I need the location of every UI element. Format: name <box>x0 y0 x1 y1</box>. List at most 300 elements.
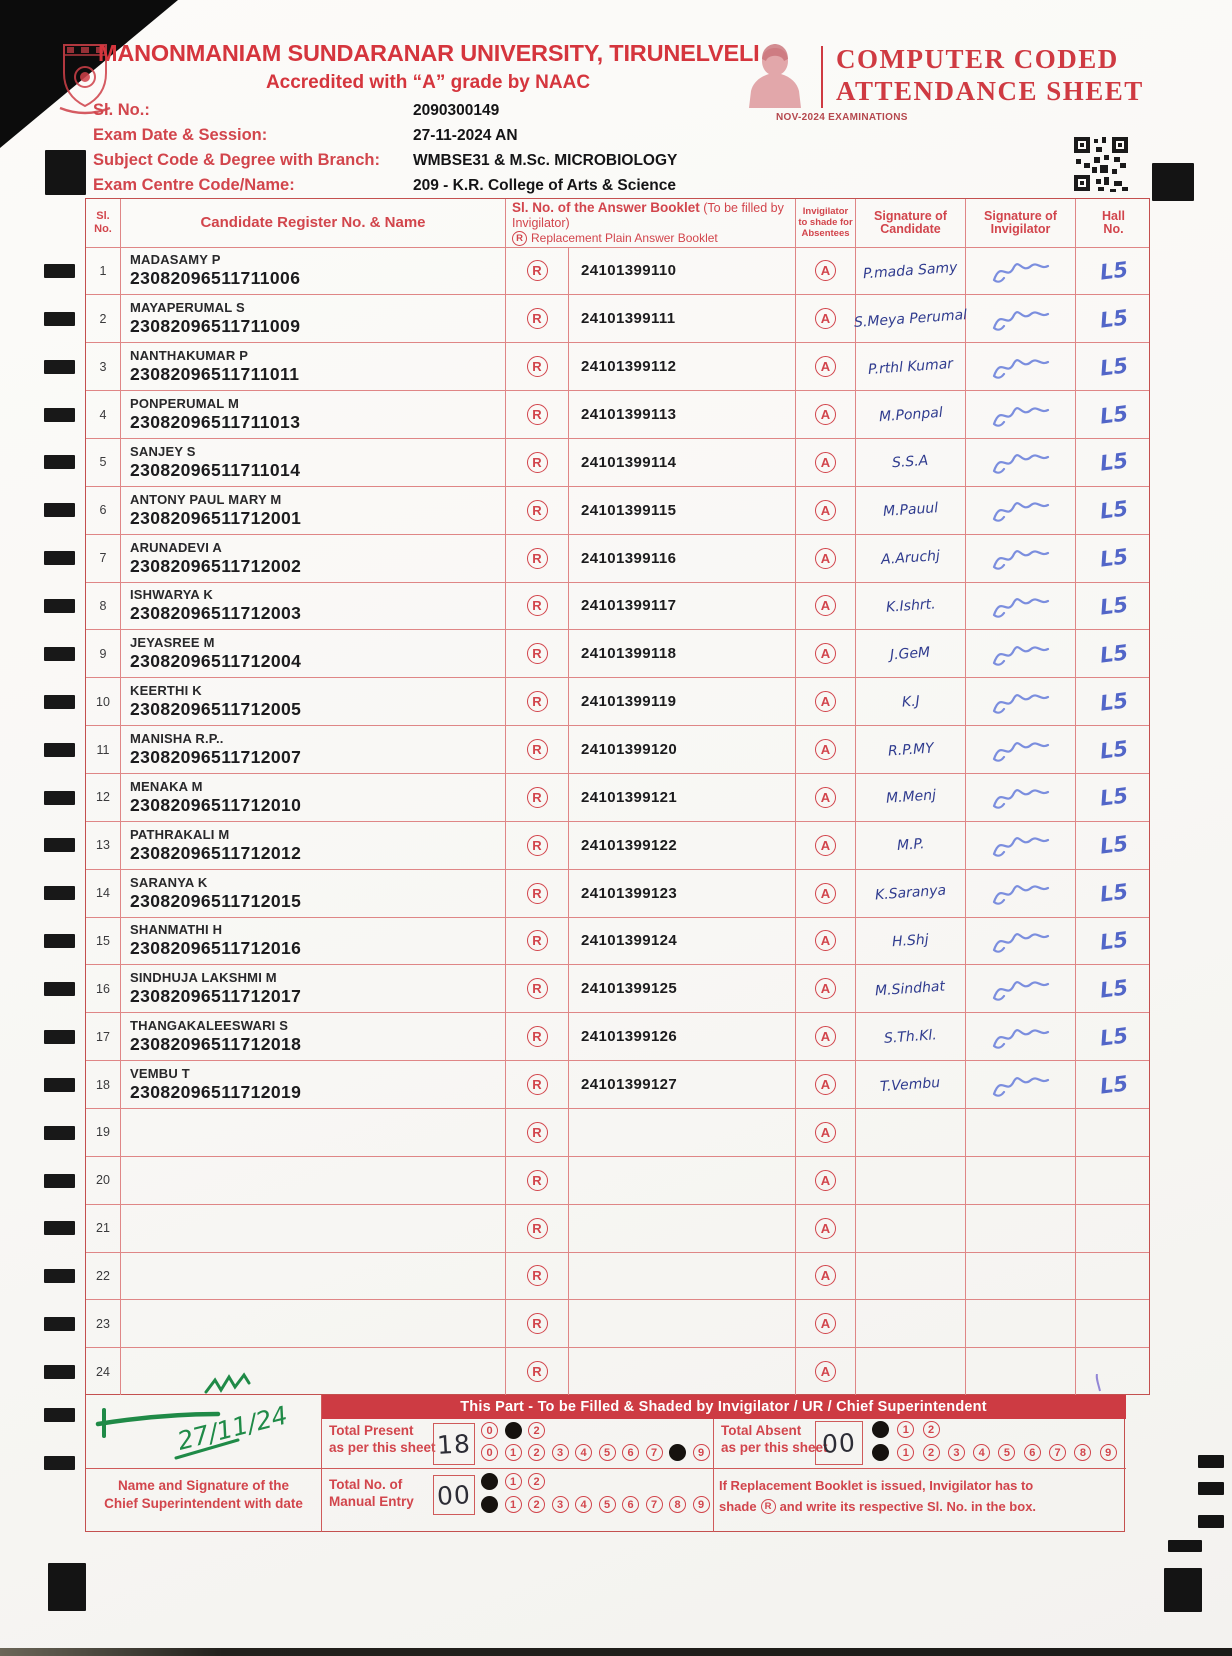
omr-timing-mark <box>44 1174 75 1188</box>
hall-number: L5 <box>1098 544 1129 572</box>
absent-bubble-cell <box>796 1013 856 1060</box>
booklet-number: 24101399126 <box>581 1028 678 1046</box>
absent-bubble-cell <box>796 391 856 438</box>
omr-block-mark <box>48 1563 86 1611</box>
candidate-signature-cell <box>856 439 966 486</box>
booklet-number-cell <box>569 487 796 534</box>
invigilator-signature-cell <box>966 1348 1076 1395</box>
candidate-signature-cell <box>856 918 966 965</box>
invigilator-signature <box>990 305 1052 333</box>
omr-edge-mark <box>1198 1455 1224 1468</box>
booklet-number-cell <box>569 1061 796 1108</box>
candidate-name: JEYASREE M <box>130 635 215 651</box>
invigilator-signature-cell <box>966 1253 1076 1300</box>
candidate-signature: R.P.MY <box>887 739 934 760</box>
hall-number-cell <box>1076 774 1151 821</box>
candidate-signature-cell <box>856 1061 966 1108</box>
candidate-signature-cell <box>856 1109 966 1156</box>
booklet-number-cell <box>569 1109 796 1156</box>
candidate-name: VEMBU T <box>130 1066 190 1082</box>
candidate-register-number: 23082096511712019 <box>130 1082 302 1103</box>
booklet-number: 24101399121 <box>581 788 678 806</box>
table-row <box>86 1299 1149 1347</box>
candidate-cell <box>121 822 506 869</box>
invigilator-signature <box>990 257 1052 285</box>
replacement-bubble: R <box>527 1265 548 1286</box>
absent-bubble-cell <box>796 630 856 677</box>
booklet-number: 24101399124 <box>581 932 678 950</box>
row-serial: 7 <box>86 535 121 582</box>
row-serial: 21 <box>86 1205 121 1252</box>
replacement-bubble-cell <box>506 391 569 438</box>
hall-number-cell <box>1076 1061 1151 1108</box>
scan-edge-bar <box>0 1648 1232 1656</box>
invigilator-signature <box>990 975 1052 1003</box>
booklet-number-cell <box>569 1013 796 1060</box>
row-serial: 3 <box>86 343 121 390</box>
booklet-number-cell <box>569 1205 796 1252</box>
absent-bubble-cell <box>796 822 856 869</box>
row-serial: 12 <box>86 774 121 821</box>
absent-bubble: A <box>815 260 836 281</box>
row-serial: 23 <box>86 1300 121 1347</box>
booklet-number-cell <box>569 583 796 630</box>
row-serial: 19 <box>86 1109 121 1156</box>
hall-number: L5 <box>1098 1070 1129 1099</box>
omr-timing-mark <box>44 599 75 613</box>
replacement-bubble: R <box>527 691 548 712</box>
manual-entry-tens-bubbles: 1 2 <box>481 1473 552 1490</box>
hall-number: L5 <box>1098 400 1129 429</box>
invigilator-signature-cell <box>966 630 1076 677</box>
col-header-booklet: Sl. No. of the Answer Booklet (To be filled by Invigilator) R Replacement Plain Answer Booklet <box>506 199 796 247</box>
row-serial: 22 <box>86 1253 121 1300</box>
replacement-bubble: R <box>527 739 548 760</box>
omr-timing-mark <box>44 1365 75 1379</box>
candidate-name: NANTHAKUMAR P <box>130 348 249 364</box>
replacement-bubble-cell <box>506 535 569 582</box>
booklet-number-cell <box>569 343 796 390</box>
accreditation-line: Accredited with “A” grade by NAAC <box>265 72 591 93</box>
candidate-signature-cell <box>856 1348 966 1395</box>
absent-bubble: A <box>815 835 836 856</box>
candidate-signature-cell <box>856 487 966 534</box>
invigilator-signature <box>990 401 1052 429</box>
candidate-register-number: 23082096511712017 <box>130 986 302 1007</box>
booklet-number-cell <box>569 918 796 965</box>
hall-number-cell <box>1076 295 1151 342</box>
invigilator-signature-cell <box>966 918 1076 965</box>
hall-number: L5 <box>1098 975 1129 1003</box>
candidate-signature: P.rthl Kumar <box>867 355 954 378</box>
row-serial: 2 <box>86 295 121 342</box>
row-serial: 13 <box>86 822 121 869</box>
hall-number-cell <box>1076 1013 1151 1060</box>
replacement-bubble-cell <box>506 965 569 1012</box>
invigilator-signature <box>990 353 1052 381</box>
candidate-signature-cell <box>853 295 968 342</box>
absent-bubble-cell <box>796 1157 856 1204</box>
row-serial: 11 <box>86 726 121 773</box>
candidate-name: ISHWARYA K <box>130 587 213 603</box>
subject-value: WMBSE31 & M.Sc. MICROBIOLOGY <box>413 152 678 169</box>
omr-timing-mark <box>44 982 75 996</box>
invigilator-signature-cell <box>966 965 1076 1012</box>
replacement-bubble: R <box>527 404 548 425</box>
replacement-bubble: R <box>527 356 548 377</box>
invigilator-signature <box>990 544 1052 572</box>
hall-number-cell <box>1076 439 1151 486</box>
replacement-bubble-cell <box>506 1205 569 1252</box>
candidate-signature-cell <box>856 822 966 869</box>
replacement-bubble-cell <box>506 678 569 725</box>
hall-number-cell <box>1076 965 1151 1012</box>
omr-timing-mark <box>44 791 75 805</box>
table-body <box>86 247 1149 1396</box>
candidate-register-number: 23082096511712002 <box>130 555 302 576</box>
booklet-number: 24101399120 <box>581 741 678 759</box>
hall-number-cell <box>1076 870 1151 917</box>
absent-bubble: A <box>815 883 836 904</box>
replacement-bubble-cell <box>506 918 569 965</box>
candidate-signature: K.Saranya <box>874 882 947 904</box>
absent-bubble-cell <box>796 774 856 821</box>
candidate-name: MENAKA M <box>130 778 203 794</box>
candidate-signature: J.GeM <box>889 644 932 664</box>
replacement-bubble-cell <box>506 1300 569 1347</box>
candidate-register-number: 23082096511712004 <box>130 651 302 672</box>
omr-timing-mark <box>44 1408 75 1422</box>
table-row <box>86 1252 1149 1300</box>
candidate-signature-cell <box>856 343 966 390</box>
booklet-number: 24101399116 <box>581 549 677 567</box>
hall-number: L5 <box>1098 783 1129 811</box>
booklet-number: 24101399122 <box>581 836 678 854</box>
candidate-cell <box>121 439 506 486</box>
omr-timing-mark <box>44 838 75 852</box>
candidate-register-number: 23082096511711011 <box>130 364 300 385</box>
table-row <box>86 247 1149 295</box>
booklet-number: 24101399123 <box>581 884 678 902</box>
hall-number-cell <box>1076 1157 1151 1204</box>
booklet-number: 24101399118 <box>581 645 677 663</box>
invigilator-signature-cell <box>966 248 1076 295</box>
candidate-cell <box>121 774 506 821</box>
candidate-signature: A.Aruchj <box>880 548 941 569</box>
replacement-bubble: R <box>527 835 548 856</box>
sheet-type-line1: COMPUTER CODED <box>836 44 1119 74</box>
absent-bubble-cell <box>796 1061 856 1108</box>
booklet-number: 24101399113 <box>581 406 677 423</box>
booklet-number-cell <box>569 1300 796 1347</box>
hall-number-cell <box>1076 822 1151 869</box>
table-row <box>86 1204 1149 1252</box>
replacement-bubble-cell <box>506 1253 569 1300</box>
absent-bubble-cell <box>796 1205 856 1252</box>
booklet-number: 24101399114 <box>581 453 677 471</box>
chief-superintendent-signature <box>88 1362 320 1464</box>
candidate-cell <box>121 295 506 342</box>
absent-bubble: A <box>815 1265 836 1286</box>
hall-number: L5 <box>1098 1023 1129 1051</box>
replacement-bubble-cell <box>506 295 569 342</box>
hall-number-cell <box>1076 1109 1151 1156</box>
candidate-cell <box>121 965 506 1012</box>
booklet-number-cell <box>569 391 796 438</box>
absent-bubble: A <box>815 643 836 664</box>
invigilator-signature-cell <box>966 822 1076 869</box>
omr-timing-mark <box>44 264 75 278</box>
absent-bubble-cell <box>796 583 856 630</box>
absent-bubble-cell <box>796 487 856 534</box>
candidate-signature-cell <box>856 678 966 725</box>
replacement-bubble-cell <box>506 343 569 390</box>
summary-banner: This Part - To be Filled & Shaded by Invigilator / UR / Chief Superintendent <box>321 1395 1126 1419</box>
absent-bubble: A <box>815 1074 836 1095</box>
replacement-bubble: R <box>527 500 548 521</box>
candidate-signature-cell <box>856 870 966 917</box>
booklet-number-cell <box>569 248 796 295</box>
replacement-bubble-cell <box>506 1348 569 1395</box>
omr-timing-mark <box>44 455 75 469</box>
row-serial: 24 <box>86 1348 121 1395</box>
hall-number: L5 <box>1098 353 1129 381</box>
divider <box>86 1468 1126 1469</box>
hall-number: L5 <box>1098 927 1129 955</box>
omr-edge-mark <box>1198 1515 1224 1528</box>
candidate-register-number: 23082096511712005 <box>130 699 302 720</box>
omr-timing-mark <box>44 360 75 374</box>
candidate-register-number: 23082096511712003 <box>130 603 302 624</box>
invigilator-signature-cell <box>966 295 1076 342</box>
candidate-name: PATHRAKALI M <box>130 826 230 842</box>
candidate-cell <box>121 726 506 773</box>
absent-bubble-cell <box>796 248 856 295</box>
candidate-signature: S.S.A <box>891 453 930 472</box>
row-serial: 20 <box>86 1157 121 1204</box>
booklet-number: 24101399115 <box>581 501 677 519</box>
divider <box>321 1395 322 1532</box>
booklet-number-cell <box>569 870 796 917</box>
absent-bubble: A <box>815 739 836 760</box>
booklet-number-cell <box>569 1253 796 1300</box>
hall-number-cell <box>1076 1205 1151 1252</box>
invigilator-signature-cell <box>966 774 1076 821</box>
col-header-candidate-signature: Signature of Candidate <box>856 199 966 247</box>
booklet-number-cell <box>569 295 796 342</box>
table-row <box>86 629 1149 677</box>
total-present-box <box>433 1423 475 1465</box>
candidate-signature: M.Pauul <box>882 500 939 521</box>
hall-number-cell <box>1076 1348 1151 1395</box>
total-present-label: Total Present as per this sheet <box>329 1423 436 1455</box>
total-present-units-bubbles: 0 1 2 3 4 5 6 7 9 <box>481 1444 716 1461</box>
row-serial: 18 <box>86 1061 121 1108</box>
total-present-tens-bubbles: 0 2 <box>481 1422 552 1439</box>
absent-bubble-cell <box>796 678 856 725</box>
replacement-bubble: R <box>527 787 548 808</box>
candidate-name: SARANYA K <box>130 874 208 890</box>
replacement-bubble: R <box>527 930 548 951</box>
absent-bubble-cell <box>796 439 856 486</box>
candidate-signature-cell <box>856 1013 966 1060</box>
candidate-cell <box>121 343 506 390</box>
absent-bubble-cell <box>796 295 856 342</box>
candidate-cell <box>121 391 506 438</box>
booklet-number: 24101399112 <box>581 358 677 376</box>
row-serial: 8 <box>86 583 121 630</box>
absent-bubble-cell <box>796 343 856 390</box>
omr-block-mark <box>45 150 86 195</box>
invigilator-signature <box>990 496 1052 524</box>
absent-bubble-cell <box>796 870 856 917</box>
table-row <box>86 773 1149 821</box>
invigilator-signature-cell <box>966 1013 1076 1060</box>
booklet-number-cell <box>569 965 796 1012</box>
candidate-name: PONPERUMAL M <box>130 396 240 411</box>
omr-edge-mark <box>1198 1482 1224 1495</box>
booklet-number: 24101399125 <box>581 980 678 998</box>
row-serial: 4 <box>86 391 121 438</box>
table-row <box>86 1108 1149 1156</box>
invigilator-signature <box>990 783 1052 811</box>
omr-timing-mark <box>44 886 75 900</box>
absent-bubble: A <box>815 1170 836 1191</box>
invigilator-signature <box>990 1023 1052 1051</box>
table-row <box>86 1060 1149 1108</box>
qr-code <box>1074 137 1128 193</box>
invigilator-signature <box>990 831 1052 859</box>
candidate-cell <box>121 1109 506 1156</box>
table-row <box>86 821 1149 869</box>
candidate-name: THANGAKALEESWARI S <box>130 1018 289 1034</box>
absent-bubble-cell <box>796 726 856 773</box>
table-row <box>86 438 1149 486</box>
candidate-name: MADASAMY P <box>130 252 221 268</box>
hall-number-cell <box>1076 678 1151 725</box>
table-row <box>86 294 1149 342</box>
omr-timing-mark <box>44 503 75 517</box>
invigilator-signature <box>990 688 1052 716</box>
col-header-slno: Sl. No. <box>86 199 121 247</box>
replacement-bubble: R <box>527 548 548 569</box>
absent-bubble: A <box>815 1218 836 1239</box>
replacement-bubble-cell <box>506 1013 569 1060</box>
manual-entry-units-bubbles: 1 2 3 4 5 6 7 8 9 <box>481 1496 716 1513</box>
candidate-name: ARUNADEVI A <box>130 539 223 555</box>
omr-timing-mark <box>44 408 75 422</box>
row-serial: 6 <box>86 487 121 534</box>
hall-number: L5 <box>1098 592 1129 620</box>
absent-bubble-cell <box>796 918 856 965</box>
booklet-number: 24101399110 <box>581 262 677 280</box>
subject-label: Subject Code & Degree with Branch: <box>93 151 380 169</box>
omr-timing-mark <box>44 1030 75 1044</box>
candidate-signature: S.Meya Perumal <box>853 306 968 331</box>
candidate-cell <box>121 1253 506 1300</box>
candidate-register-number: 23082096511712007 <box>130 747 302 768</box>
table-row <box>86 486 1149 534</box>
absent-bubble-cell <box>796 1109 856 1156</box>
hall-number-cell <box>1076 248 1151 295</box>
university-name: MANONMANIAM SUNDARANAR UNIVERSITY, TIRUNELVELI <box>98 40 760 66</box>
invigilator-signature-cell <box>966 678 1076 725</box>
absent-bubble: A <box>815 452 836 473</box>
invigilator-signature-cell <box>966 487 1076 534</box>
absent-bubble: A <box>815 787 836 808</box>
manual-entry-label: Total No. of Manual Entry <box>329 1477 414 1509</box>
booklet-number-cell <box>569 774 796 821</box>
omr-block-mark <box>1152 163 1194 201</box>
invigilator-signature-cell <box>966 439 1076 486</box>
hall-number-cell <box>1076 1253 1151 1300</box>
replacement-bubble-cell <box>506 774 569 821</box>
col-header-invigilator-signature: Signature of Invigilator <box>966 199 1076 247</box>
col-header-candidate: Candidate Register No. & Name <box>121 199 506 247</box>
booklet-number-cell <box>569 439 796 486</box>
replacement-bubble: R <box>527 260 548 281</box>
candidate-register-number: 23082096511712010 <box>130 794 302 815</box>
invigilator-signature <box>990 927 1052 955</box>
total-absent-tens-bubbles: 1 2 <box>872 1421 948 1438</box>
total-absent-box <box>815 1421 863 1465</box>
candidate-signature-cell <box>856 1253 966 1300</box>
absent-bubble-cell <box>796 1253 856 1300</box>
table-header-row <box>86 199 1149 247</box>
total-absent-value: 00 <box>821 1427 857 1459</box>
header-divider <box>821 46 823 108</box>
hall-number-cell <box>1076 630 1151 677</box>
candidate-signature-cell <box>856 1205 966 1252</box>
replacement-bubble-cell <box>506 822 569 869</box>
candidate-register-number: 23082096511712015 <box>130 890 302 911</box>
candidate-name: MAYAPERUMAL S <box>130 300 245 316</box>
total-absent-units-bubbles: 1 2 3 4 5 6 7 8 9 <box>872 1444 1125 1461</box>
omr-edge-mark <box>1168 1540 1202 1552</box>
row-serial: 1 <box>86 248 121 295</box>
replacement-bubble: R <box>527 1074 548 1095</box>
omr-timing-mark <box>44 1221 75 1235</box>
candidate-signature-cell <box>856 774 966 821</box>
candidate-signature-cell <box>856 1157 966 1204</box>
pen-mark-artifact <box>1093 1374 1103 1392</box>
manual-entry-box <box>433 1475 475 1515</box>
replacement-bubble: R <box>527 452 548 473</box>
candidate-signature: M.P. <box>896 836 925 855</box>
table-row <box>86 342 1149 390</box>
candidate-signature-cell <box>856 1300 966 1347</box>
table-row <box>86 1012 1149 1060</box>
examdate-label: Exam Date & Session: <box>93 126 268 144</box>
absent-bubble: A <box>815 1122 836 1143</box>
table-row <box>86 869 1149 917</box>
replacement-bubble: R <box>527 643 548 664</box>
replacement-bubble: R <box>527 308 548 329</box>
candidate-register-number: 23082096511711006 <box>130 268 301 289</box>
omr-timing-mark <box>44 1456 75 1470</box>
replacement-legend-icon: R <box>761 1499 776 1514</box>
candidate-signature: H.Shj <box>891 931 930 951</box>
booklet-number-cell <box>569 822 796 869</box>
centre-label: Exam Centre Code/Name: <box>93 176 295 194</box>
booklet-number-cell <box>569 630 796 677</box>
booklet-number: 24101399127 <box>581 1076 678 1094</box>
candidate-register-number: 23082096511712001 <box>130 507 302 528</box>
candidate-register-number: 23082096511711013 <box>130 412 301 432</box>
candidate-cell <box>121 678 506 725</box>
hall-number: L5 <box>1098 735 1129 764</box>
centre-value: 209 - K.R. College of Arts & Science <box>413 177 677 194</box>
